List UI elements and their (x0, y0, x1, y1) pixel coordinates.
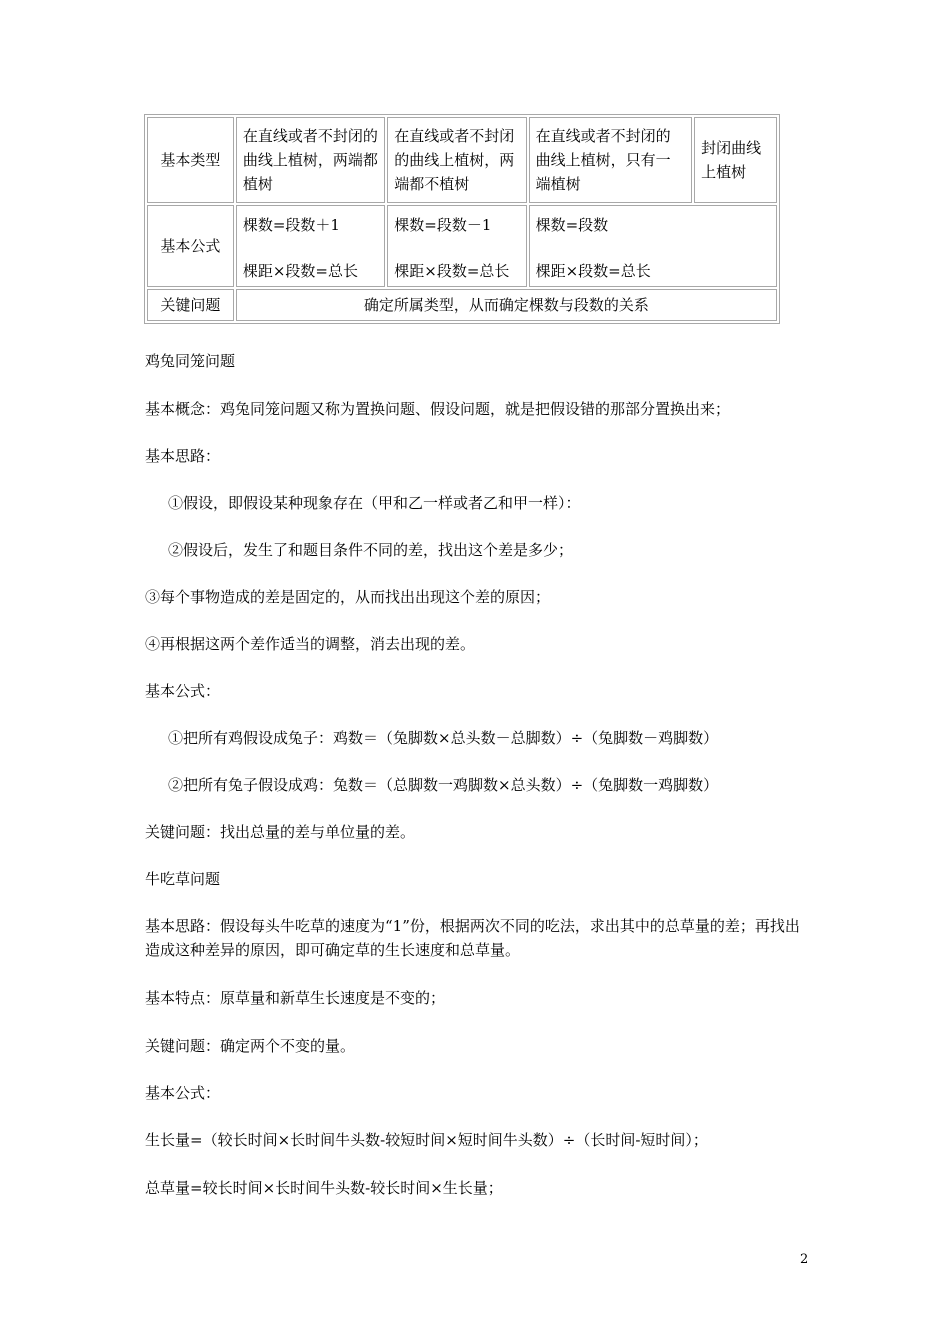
paragraph: 关键问题：找出总量的差与单位量的差。 (145, 823, 416, 841)
cell-formula-no-ends (387, 205, 526, 287)
paragraph: 生长量=（较长时间×长时间牛头数-较短时间×短时间牛头数）÷（长时间-短时间）； (145, 1131, 708, 1149)
paragraph: ②假设后，发生了和题目条件不同的差，找出这个差是多少； (168, 541, 574, 559)
section-heading: 鸡兔同笼问题 (145, 352, 236, 370)
paragraph: 基本公式： (145, 682, 221, 700)
cell-formula-both-ends (236, 205, 385, 287)
formula-line: 棵数=段数 (535, 216, 609, 234)
cell-type-one-end: 在直线或者不封闭的曲线上植树，只有一端植树 (529, 117, 693, 203)
row-header-basic-formula: 基本公式 (147, 205, 234, 287)
row-header-basic-type: 基本类型 (147, 117, 234, 203)
table-row (147, 117, 777, 203)
paragraph: 基本思路：假设每头牛吃草的速度为“1”份，根据两次不同的吃法，求出其中的总草量的差；再找出造成这种差异的原因，即可确定草的生长速度和总草量。 (145, 917, 800, 959)
cell-type-no-ends: 在直线或者不封闭的曲线上植树，两端都不植树 (387, 117, 526, 203)
paragraph: 基本概念：鸡兔同笼问题又称为置换问题、假设问题，就是把假设错的那部分置换出来； (145, 400, 731, 418)
row-header-key-question: 关键问题 (147, 289, 234, 321)
paragraph: ②把所有兔子假设成鸡：兔数＝（总脚数一鸡脚数×总头数）÷（兔脚数一鸡脚数） (168, 776, 719, 794)
section-heading: 牛吃草问题 (145, 870, 221, 888)
formula-line: 棵距×段数=总长 (242, 262, 358, 280)
formula-line: 棵数=段数＋1 (242, 216, 340, 234)
formula-line: 棵距×段数=总长 (535, 262, 651, 280)
formula-line: 棵距×段数=总长 (394, 262, 510, 280)
page-number: 2 (800, 1252, 809, 1267)
tree-planting-table (144, 114, 780, 324)
paragraph: 关键问题：确定两个不变的量。 (145, 1037, 356, 1055)
cell-formula-one-end-closed (529, 205, 777, 287)
paragraph: ④再根据这两个差作适当的调整，消去出现的差。 (145, 635, 476, 653)
paragraph: ①把所有鸡假设成兔子：鸡数＝（兔脚数×总头数－总脚数）÷（兔脚数－鸡脚数） (168, 729, 719, 747)
paragraph: ①假设，即假设某种现象存在（甲和乙一样或者乙和甲一样）： (168, 494, 581, 512)
paragraph: 基本公式： (145, 1084, 221, 1102)
paragraph: 基本特点：原草量和新草生长速度是不变的； (145, 989, 446, 1007)
paragraph: 基本思路： (145, 447, 221, 465)
paragraph: ③每个事物造成的差是固定的，从而找出出现这个差的原因； (145, 588, 551, 606)
formula-line: 棵数=段数－1 (394, 216, 492, 234)
cell-type-both-ends: 在直线或者不封闭的曲线上植树，两端都植树 (236, 117, 385, 203)
table-row (147, 205, 777, 287)
table-row (147, 289, 777, 321)
cell-type-closed: 封闭曲线上植树 (694, 117, 777, 203)
paragraph: 总草量=较长时间×长时间牛头数-较长时间×生长量； (145, 1179, 503, 1197)
cell-key-question: 确定所属类型，从而确定棵数与段数的关系 (236, 289, 777, 321)
